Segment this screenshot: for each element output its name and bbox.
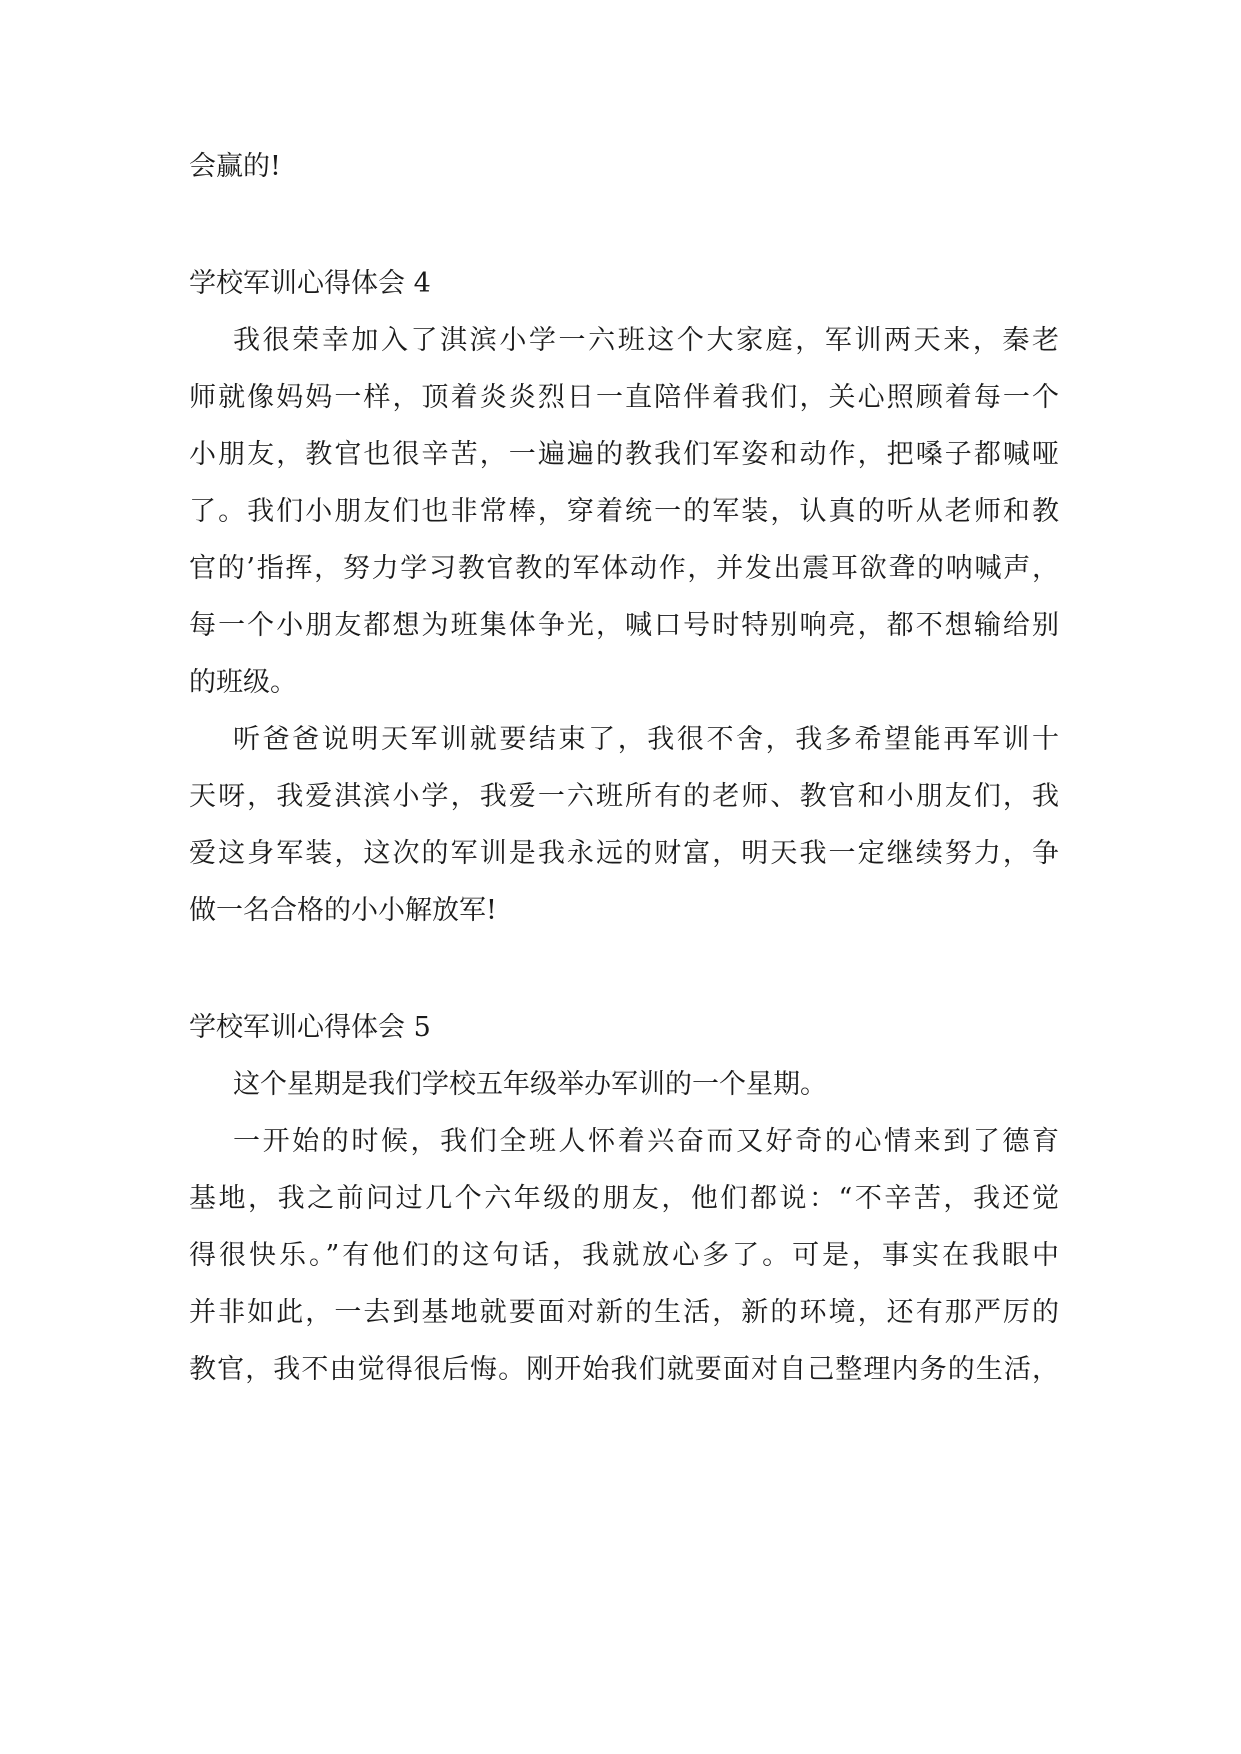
paragraph-line: 小朋友，教官也很辛苦，一遍遍的教我们军姿和动作，把嗓子都喊哑	[189, 439, 1059, 470]
section-5-heading: 学校军训心得体会 5	[189, 1012, 431, 1043]
paragraph-line: 听爸爸说明天军训就要结束了，我很不舍，我多希望能再军训十	[233, 724, 1059, 755]
paragraph-line: 官的’指挥，努力学习教官教的军体动作，并发出震耳欲聋的呐喊声，	[189, 553, 1059, 584]
paragraph-line: 的班级。	[189, 667, 297, 698]
paragraph-line: 爱这身军装，这次的军训是我永远的财富，明天我一定继续努力，争	[189, 838, 1059, 869]
paragraph-line: 做一名合格的小小解放军!	[189, 895, 497, 926]
paragraph-ending-line: 会赢的!	[189, 151, 281, 182]
paragraph-line: 并非如此，一去到基地就要面对新的生活，新的环境，还有那严厉的	[189, 1297, 1059, 1328]
paragraph-line: 每一个小朋友都想为班集体争光，喊口号时特别响亮，都不想输给别	[189, 610, 1059, 641]
paragraph-line: 得很快乐。”有他们的这句话，我就放心多了。可是，事实在我眼中	[189, 1240, 1059, 1271]
paragraph-line: 师就像妈妈一样，顶着炎炎烈日一直陪伴着我们，关心照顾着每一个	[189, 382, 1059, 413]
paragraph-line: 这个星期是我们学校五年级举办军训的一个星期。	[233, 1069, 827, 1100]
paragraph-line: 教官，我不由觉得很后悔。刚开始我们就要面对自己整理内务的生活，	[189, 1354, 1059, 1385]
section-4-heading: 学校军训心得体会 4	[189, 268, 431, 299]
paragraph-line: 我很荣幸加入了淇滨小学一六班这个大家庭，军训两天来，秦老	[233, 325, 1059, 356]
paragraph-line: 天呀，我爱淇滨小学，我爱一六班所有的老师、教官和小朋友们，我	[189, 781, 1059, 812]
paragraph-line: 基地，我之前问过几个六年级的朋友，他们都说：“不辛苦，我还觉	[189, 1183, 1059, 1214]
paragraph-line: 一开始的时候，我们全班人怀着兴奋而又好奇的心情来到了德育	[233, 1126, 1059, 1157]
paragraph-line: 了。我们小朋友们也非常棒，穿着统一的军装，认真的听从老师和教	[189, 496, 1059, 527]
